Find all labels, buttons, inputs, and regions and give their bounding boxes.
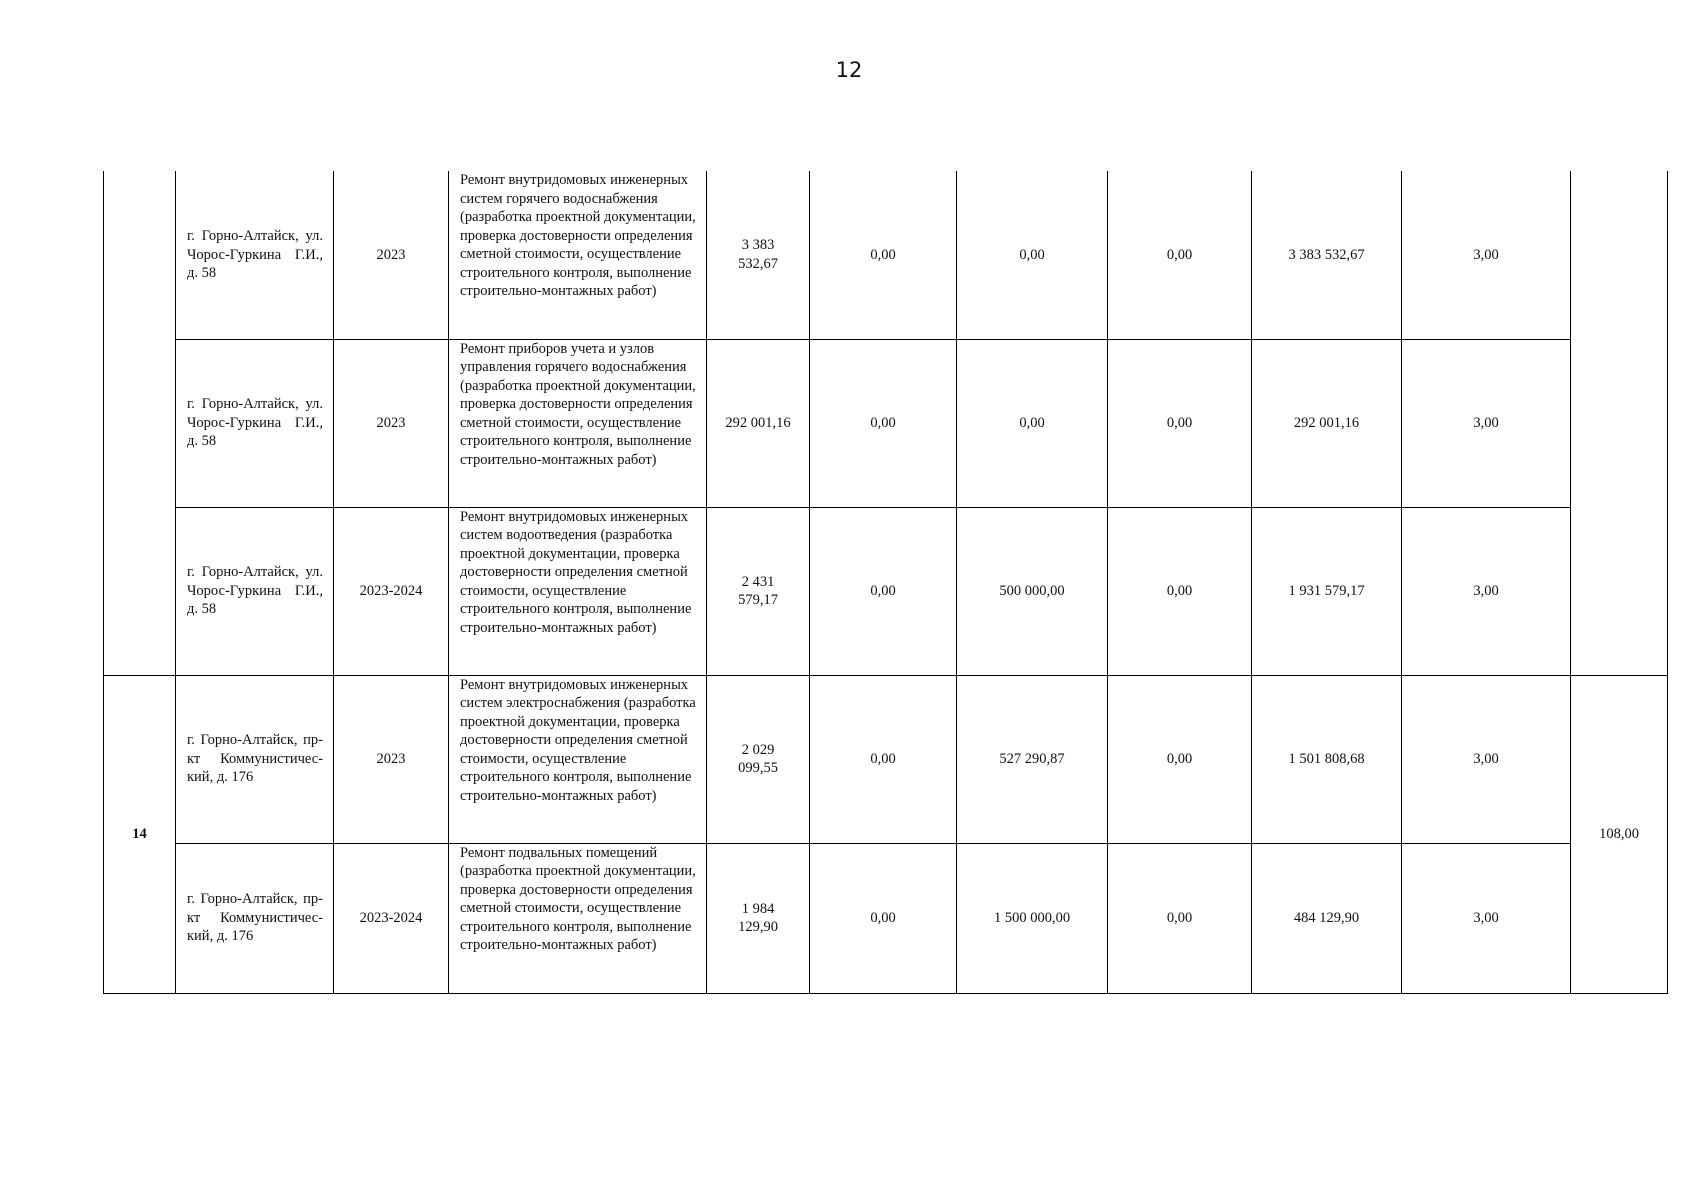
amount-cell: 500 000,00 [957,507,1108,675]
table-row [104,843,1668,993]
work-description-cell: Ремонт внутридомовых инженерных систем электроснабжения (разработка проектной документации, проверка достоверности определения сметной стоимости, осуществление строительного контроля, выполнение строительно-монтажных работ) [449,675,707,843]
total-cost-cell: 1 984 129,90 [707,843,810,993]
years-cell: 2023-2024 [334,843,449,993]
amount-cell: 0,00 [957,339,1108,507]
work-description-cell: Ремонт внутридомовых инженерных систем горячего водоснабжения (разработка проектной документации, проверка достоверности определения сметной стоимости, осуществление строительного контроля, выполнение строительно-монтажных работ) [449,171,707,339]
amount-cell: 0,00 [1108,339,1252,507]
amount-cell: 3,00 [1402,675,1571,843]
total-cost-cell: 3 383 532,67 [707,171,810,339]
table-row [104,339,1668,507]
table-row [104,171,1668,339]
group-total-cell: 108,00 [1571,675,1668,993]
row-number-cell: 14 [104,675,176,993]
years-cell: 2023 [334,339,449,507]
amount-cell: 1 931 579,17 [1252,507,1402,675]
amount-cell: 3,00 [1402,843,1571,993]
amount-cell: 0,00 [810,507,957,675]
row-number-cell [104,171,176,675]
amount-cell: 3,00 [1402,339,1571,507]
total-cost-cell: 292 001,16 [707,339,810,507]
address-cell: г. Горно-Алтайск, пр-кт Коммунистичес-кий, д. 176 [176,843,334,993]
amount-cell: 0,00 [1108,675,1252,843]
years-cell: 2023-2024 [334,507,449,675]
amount-cell: 0,00 [957,171,1108,339]
amount-cell: 0,00 [1108,171,1252,339]
amount-cell: 1 500 000,00 [957,843,1108,993]
work-description-cell: Ремонт подвальных помещений (разработка проектной документации, проверка достоверности определения сметной стоимости, осуществление строительного контроля, выполнение строительно-монтажных работ) [449,843,707,993]
amount-cell: 3,00 [1402,171,1571,339]
amount-cell: 3 383 532,67 [1252,171,1402,339]
address-cell: г. Горно-Алтайск, ул. Чорос-Гуркина Г.И., д. 58 [176,507,334,675]
work-description-cell: Ремонт приборов учета и узлов управления горячего водоснабжения (разработка проектной документации, проверка достоверности определения сметной стоимости, осуществление строительного контроля, выполнение строительно-монтажных работ) [449,339,707,507]
address-cell: г. Горно-Алтайск, ул. Чорос-Гуркина Г.И., д. 58 [176,171,334,339]
work-description-cell: Ремонт внутридомовых инженерных систем водоотведения (разработка проектной документации, проверка достоверности определения сметной стоимости, осуществление строительного контроля, выполнение строительно-монтажных работ) [449,507,707,675]
amount-cell: 527 290,87 [957,675,1108,843]
amount-cell: 0,00 [810,843,957,993]
total-cost-cell: 2 431 579,17 [707,507,810,675]
amount-cell: 484 129,90 [1252,843,1402,993]
group-total-cell [1571,171,1668,675]
amount-cell: 1 501 808,68 [1252,675,1402,843]
amount-cell: 0,00 [810,675,957,843]
years-cell: 2023 [334,675,449,843]
years-cell: 2023 [334,171,449,339]
amount-cell: 0,00 [810,339,957,507]
amount-cell: 3,00 [1402,507,1571,675]
page-number: 12 [835,58,863,82]
amount-cell: 0,00 [810,171,957,339]
table-row [104,675,1668,843]
total-cost-cell: 2 029 099,55 [707,675,810,843]
repair-works-table [103,171,1668,994]
address-cell: г. Горно-Алтайск, ул. Чорос-Гуркина Г.И., д. 58 [176,339,334,507]
amount-cell: 292 001,16 [1252,339,1402,507]
amount-cell: 0,00 [1108,507,1252,675]
table-row [104,507,1668,675]
amount-cell: 0,00 [1108,843,1252,993]
address-cell: г. Горно-Алтайск, пр-кт Коммунистичес-кий, д. 176 [176,675,334,843]
